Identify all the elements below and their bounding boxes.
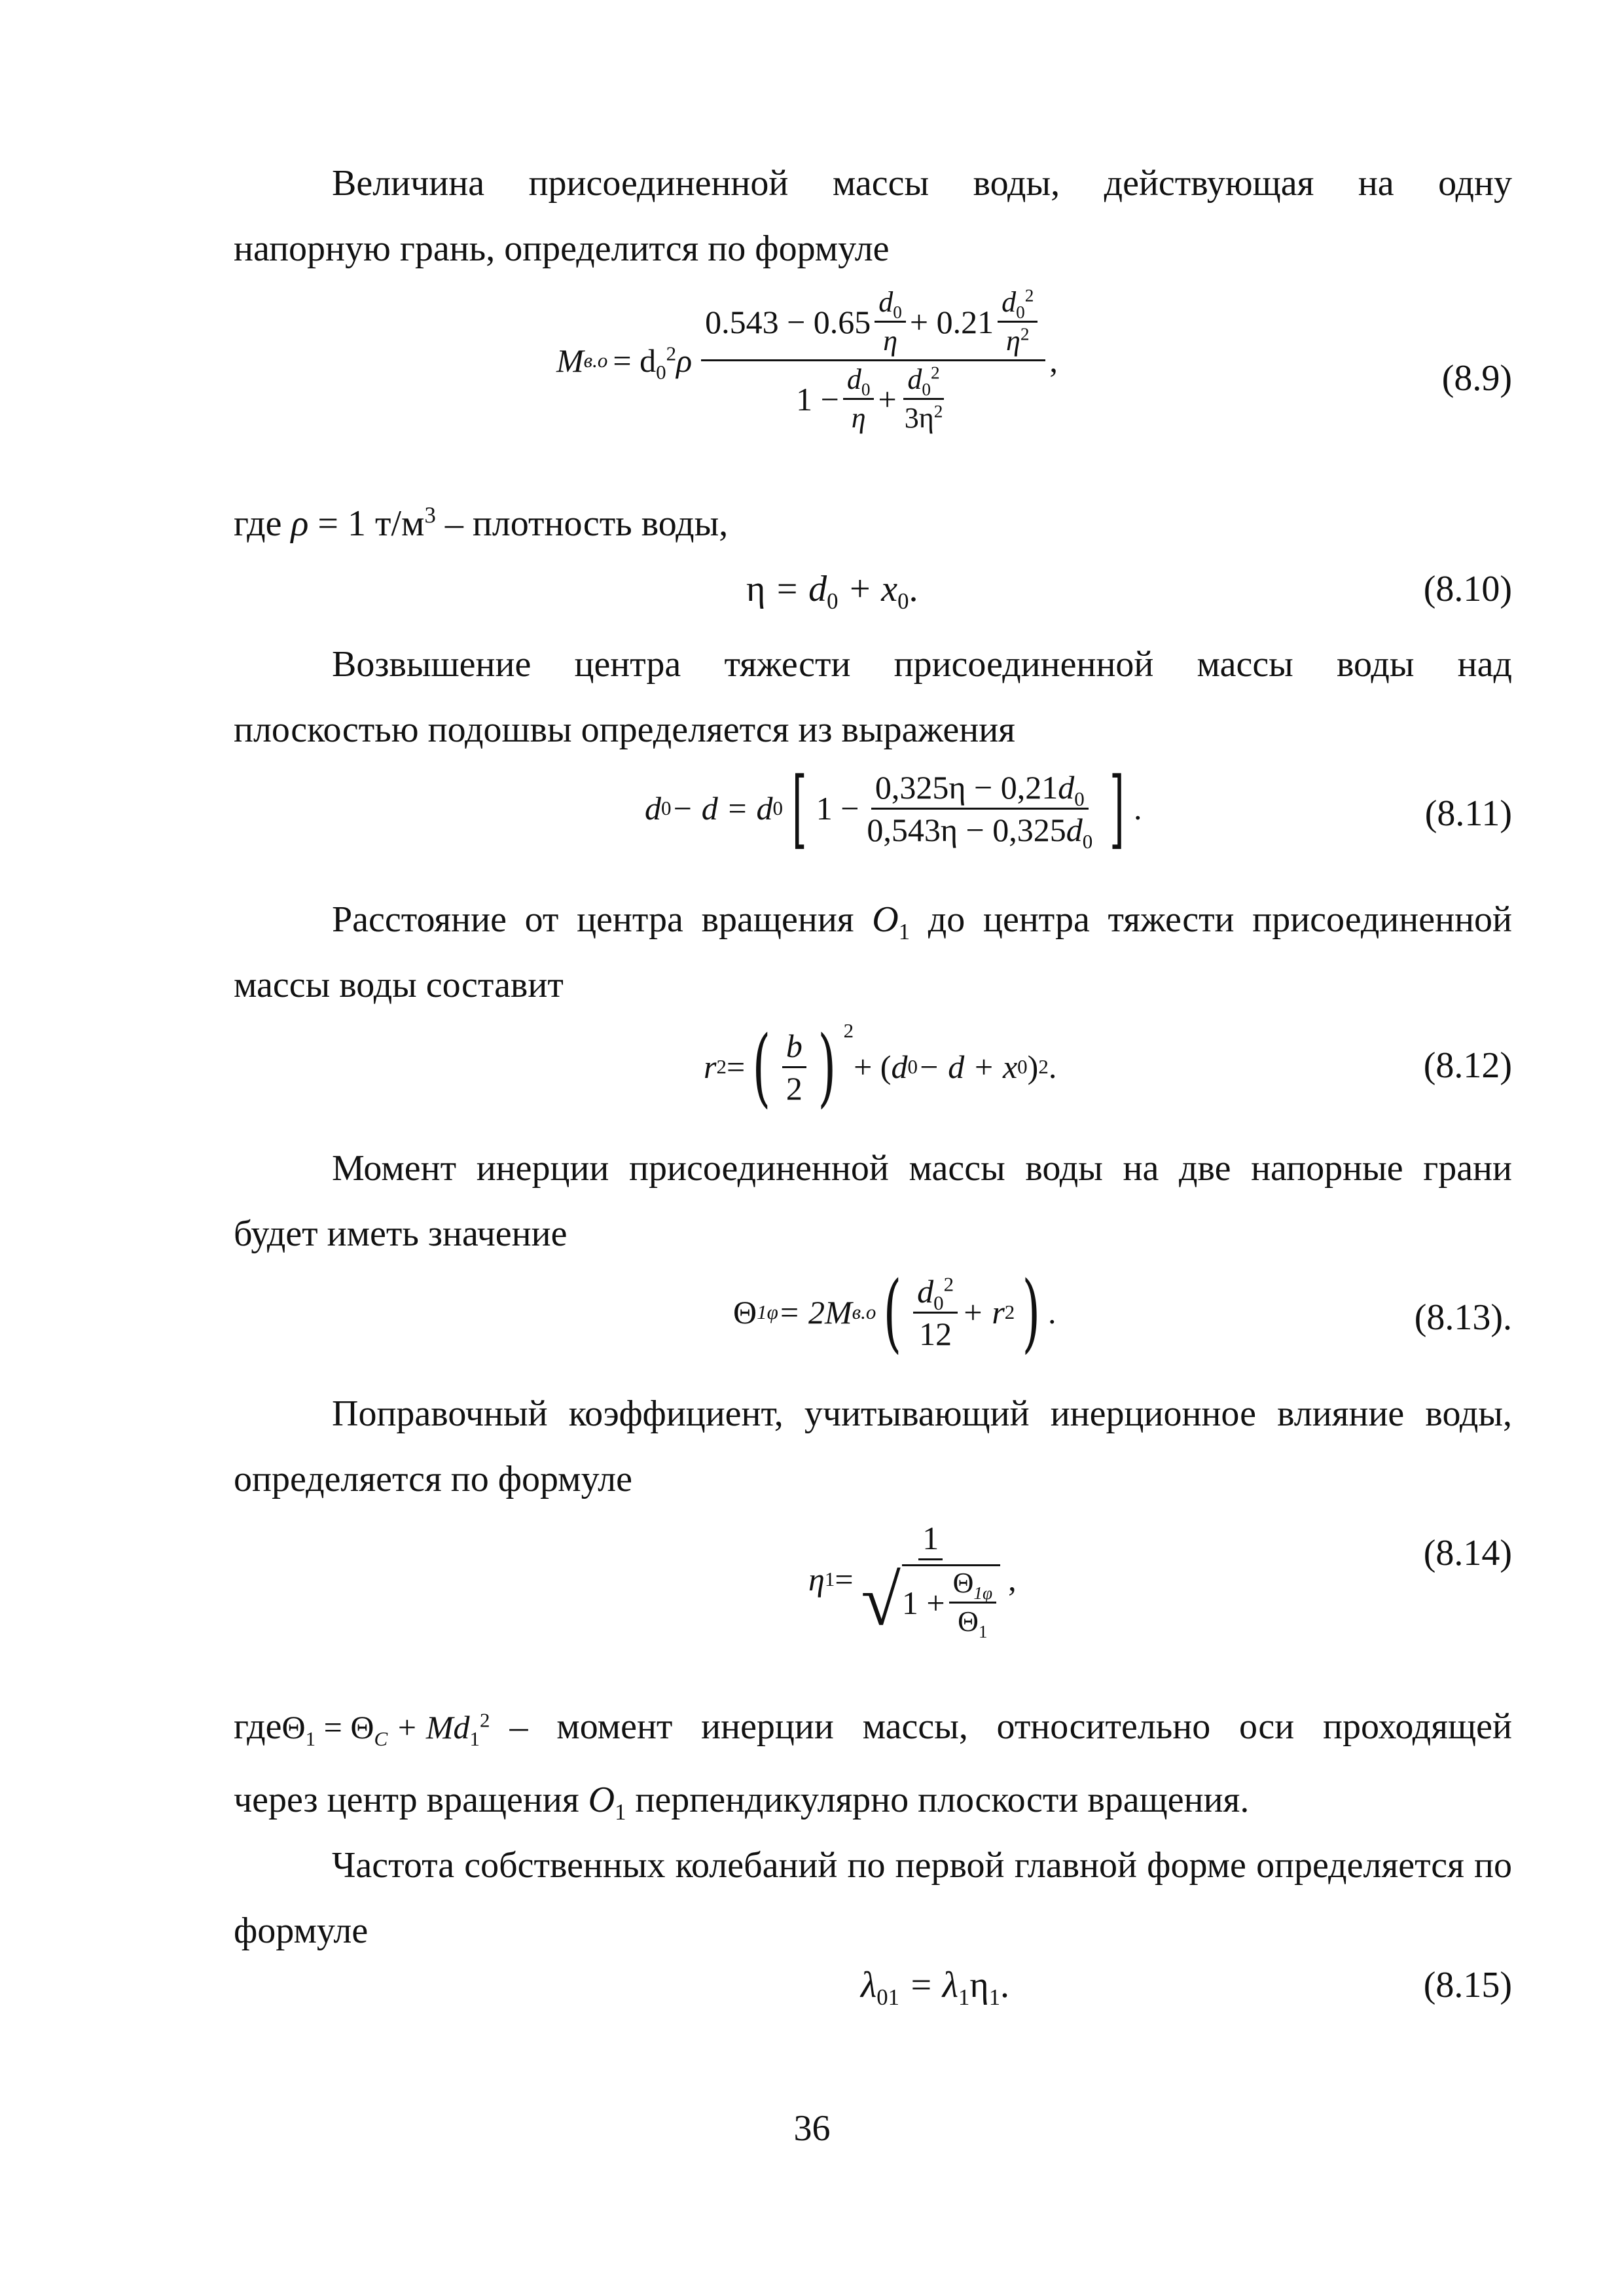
theta-formula: $\Theta_1 = \Theta_C + Md_1^2$ [281,1708,490,1750]
paragraph-1-line-2: напорную грань, определится по формуле [234,228,890,269]
paragraph-3: Расстояние от центра вращения $O_1$ до центра тяжести присоединенной массы воды составит [234,899,1513,1005]
f89-d02-eta2: $\frac{d_0^2}{\eta^2}$ [998,288,1038,355]
f89-main-fraction [701,285,1045,434]
f89-eq-d: = d [613,342,657,379]
paragraph-4: Момент инерции присоединенной массы воды на две напорные грани будет иметь значение [234,1148,1512,1254]
formula-8-13: Θ 1φ = 2M в.о ( $\frac{d_0^2}{12}$ + r 2 ) . [733,1263,1056,1362]
eq-number-8-14: (8.14) [1423,1533,1512,1573]
f89-d0-eta: $\frac{d_0}{\eta}$ [875,288,906,355]
f89-comma: , [1049,342,1058,379]
eq-number-8-15: (8.15) [1423,1965,1512,2005]
page-number: 36 [793,2108,831,2149]
eq-number-8-11: (8.11) [1424,793,1512,834]
where-theta-line-1: где $\Theta_1 = \Theta_C + Md_1^2$ – момент инерции массы, относительно оси проходящей [234,1694,1512,1760]
paragraph-1-line-1: Величина присоединенной массы воды, действующая на одну [332,163,1512,204]
f89-n2: + 0.21 [909,303,994,340]
f89-one: 1 − [796,380,839,418]
paragraph-6: Частота собственных колебаний по первой главной форме определяется по формуле [234,1845,1512,1951]
eq-number-8-9: (8.9) [1441,358,1512,399]
f89-lhs: M [556,342,584,379]
where-rho-line: где ρ = 1 $т/м^3$ – плотность воды, [234,502,729,544]
f89-eq: = $d_0^2\rho$ [613,341,693,384]
f89-plus: + [878,380,897,418]
f811-fraction: $\frac{0,325\eta - 0,21d_0}{0,543\eta - 0,325d_0}$ [867,768,1093,853]
formula-8-11: d 0 − d = d 0 [ 1 − $\frac{0,325\eta - 0,21d_0}{0,543\eta - 0,325d_0}$ ] . [645,759,1142,858]
where-theta-line-2: через центр вращения $O_1$ перпендикулярно плоскости вращения. [234,1780,1250,1825]
paragraph-2-line-1: Возвышение центра тяжести присоединенной массы воды над [332,644,1512,685]
formula-8-9: M в.о = $d_0^2\rho$ 0.543 − 0.65 $\frac{d_0}{\eta}$ + 0.21 $\frac{d_0^2}{\eta^2}$ 1 − $\frac{d_0}{\eta}$ + $\frac{d_0^2}{3\eta^2}$ , [556,285,1058,434]
f89-den-frac2: $\frac{d_0^2}{3\eta^2}$ [904,363,943,434]
sqrt-icon: √ [861,1560,901,1640]
f89-rho: ρ [676,342,693,379]
formula-8-10: $\eta = d_0 + x_0$. [746,569,918,615]
formula-8-12: r 2 = ( $\frac{b}{2}$ ) 2 + ( d 0 − d + x 0 ) 2 . [704,1017,1057,1117]
eq-number-8-12: (8.12) [1423,1045,1512,1086]
eq-number-8-10: (8.10) [1423,569,1512,609]
paragraph-5: Поправочный коэффициент, учитывающий инерционное влияние воды, определяется по формуле [234,1393,1512,1499]
eq-number-8-13: (8.13). [1414,1297,1512,1338]
formula-8-14: η 1 = 1 √ 1 + $\frac{\Theta_{1\varphi}}{\Theta_1}$ , [808,1520,1017,1641]
paragraph-2-line-2: плоскостью подошвы определяется из выражения [234,709,1015,750]
f89-den-frac1: $\frac{d_0}{\eta}$ [843,365,875,433]
f89-n1: 0.543 − 0.65 [705,303,871,340]
formula-8-15: $\lambda_{01} = \lambda_1\eta_1$. [861,1965,1010,2011]
